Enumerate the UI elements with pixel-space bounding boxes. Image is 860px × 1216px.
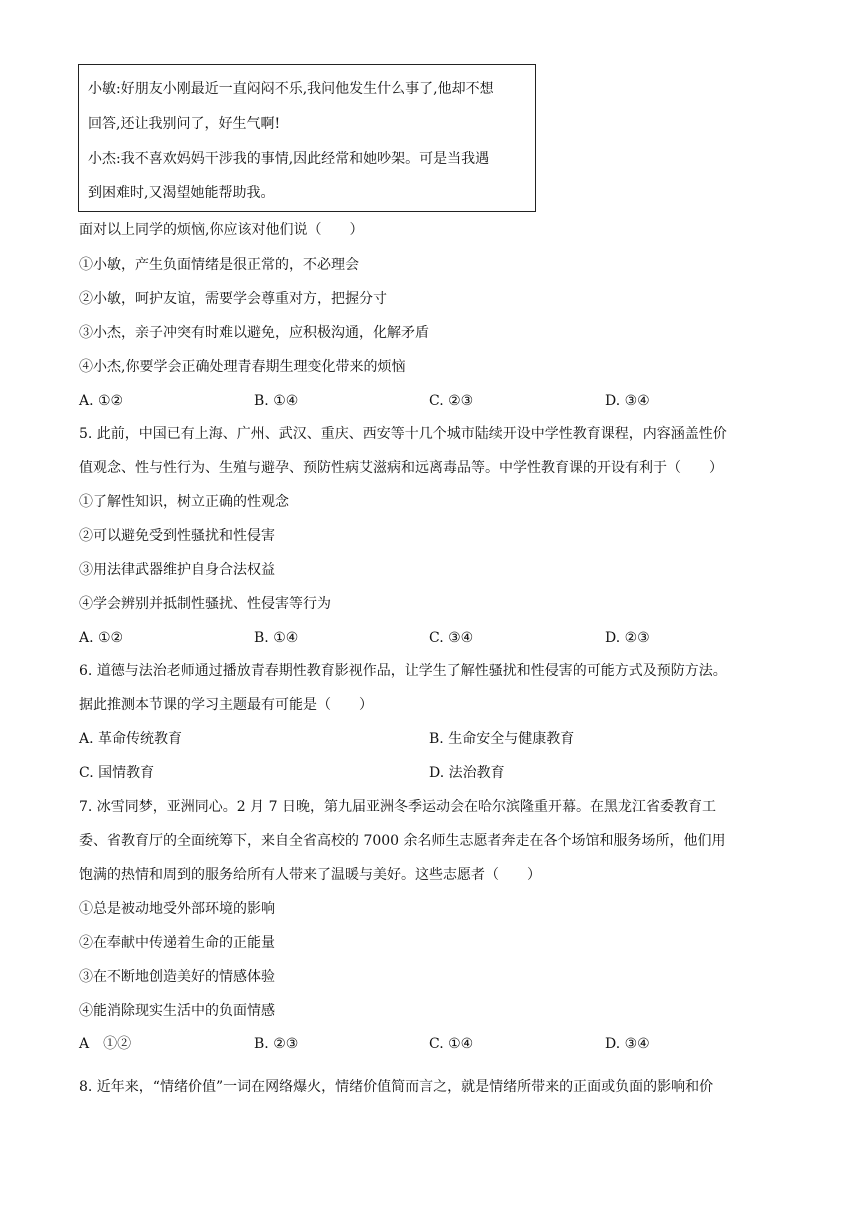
statement-item: ①了解性知识，树立正确的性观念: [79, 494, 289, 510]
statement-item: ②可以避免受到性骚扰和性侵害: [79, 528, 275, 544]
answer-option: A. ①②: [79, 630, 124, 646]
dialogue-line: 回答,还让我别问了，好生气啊!: [88, 116, 281, 132]
statement-item: ①小敏，产生负面情绪是很正常的，不必理会: [79, 257, 359, 273]
statement-item: ④小杰,你要学会正确处理青春期生理变化带来的烦恼: [79, 359, 406, 375]
answer-option: C. ②③: [429, 393, 474, 409]
statement-item: ③小杰，亲子冲突有时难以避免，应积极沟通，化解矛盾: [79, 325, 429, 341]
question-stem: 5. 此前，中国已有上海、广州、武汉、重庆、西安等十几个城市陆续开设中学性教育课程，内容涵盖性价: [79, 426, 727, 442]
answer-option: D. 法治教育: [429, 765, 505, 781]
question-stem: 委、省教育厅的全面统筹下，来自全省高校的 7000 余名师生志愿者奔走在各个场馆和服务场所，他们用: [79, 833, 726, 849]
answer-option: D. ③④: [605, 1036, 650, 1052]
answer-option: B. 生命安全与健康教育: [429, 731, 575, 747]
question-stem: 据此推测本节课的学习主题最有可能是（ ）: [79, 697, 373, 713]
answer-option: D. ③④: [605, 393, 650, 409]
answer-option: A. ①②: [79, 393, 124, 409]
answer-option: B. ②③: [254, 1036, 299, 1052]
statement-item: ③在不断地创造美好的情感体验: [79, 969, 275, 985]
dialogue-line: 小敏:好朋友小刚最近一直闷闷不乐,我问他发生什么事了,他却不想: [88, 81, 494, 97]
statement-item: ②小敏，呵护友谊，需要学会尊重对方，把握分寸: [79, 291, 387, 307]
question-stem: 8. 近年来，“情绪价值”一词在网络爆火，情绪价值简而言之，就是情绪所带来的正面或负面的影响和价: [79, 1079, 714, 1095]
question-stem: 值观念、性与性行为、生殖与避孕、预防性病艾滋病和远离毒品等。中学性教育课的开设有利于（ ）: [79, 460, 723, 476]
statement-item: ④学会辨别并抵制性骚扰、性侵害等行为: [79, 596, 331, 612]
dialogue-box: [78, 64, 536, 212]
answer-option: C. ①④: [429, 1036, 474, 1052]
statement-item: ①总是被动地受外部环境的影响: [79, 901, 275, 917]
answer-option: C. 国情教育: [79, 765, 155, 781]
question-stem: 6. 道德与法治老师通过播放青春期性教育影视作品，让学生了解性骚扰和性侵害的可能方式及预防方法。: [79, 663, 727, 679]
question-stem: 面对以上同学的烦恼,你应该对他们说（ ）: [79, 222, 364, 238]
dialogue-line: 小杰:我不喜欢妈妈干涉我的事情,因此经常和她吵架。可是当我遇: [88, 151, 490, 167]
answer-option: A ①②: [79, 1036, 132, 1052]
statement-item: ②在奉献中传递着生命的正能量: [79, 935, 275, 951]
dialogue-line: 到困难时,又渴望她能帮助我。: [88, 185, 275, 201]
answer-option: C. ③④: [429, 630, 474, 646]
question-stem: 7. 冰雪同梦，亚洲同心。2 月 7 日晚，第九届亚洲冬季运动会在哈尔滨隆重开幕。在黑龙江省委教育工: [79, 799, 716, 815]
statement-item: ④能消除现实生活中的负面情感: [79, 1003, 275, 1019]
question-stem: 饱满的热情和周到的服务给所有人带来了温暖与美好。这些志愿者（ ）: [79, 867, 541, 883]
answer-option: A. 革命传统教育: [79, 731, 183, 747]
statement-item: ③用法律武器维护自身合法权益: [79, 562, 275, 578]
answer-option: B. ①④: [254, 393, 299, 409]
answer-option: D. ②③: [605, 630, 650, 646]
answer-option: B. ①④: [254, 630, 299, 646]
